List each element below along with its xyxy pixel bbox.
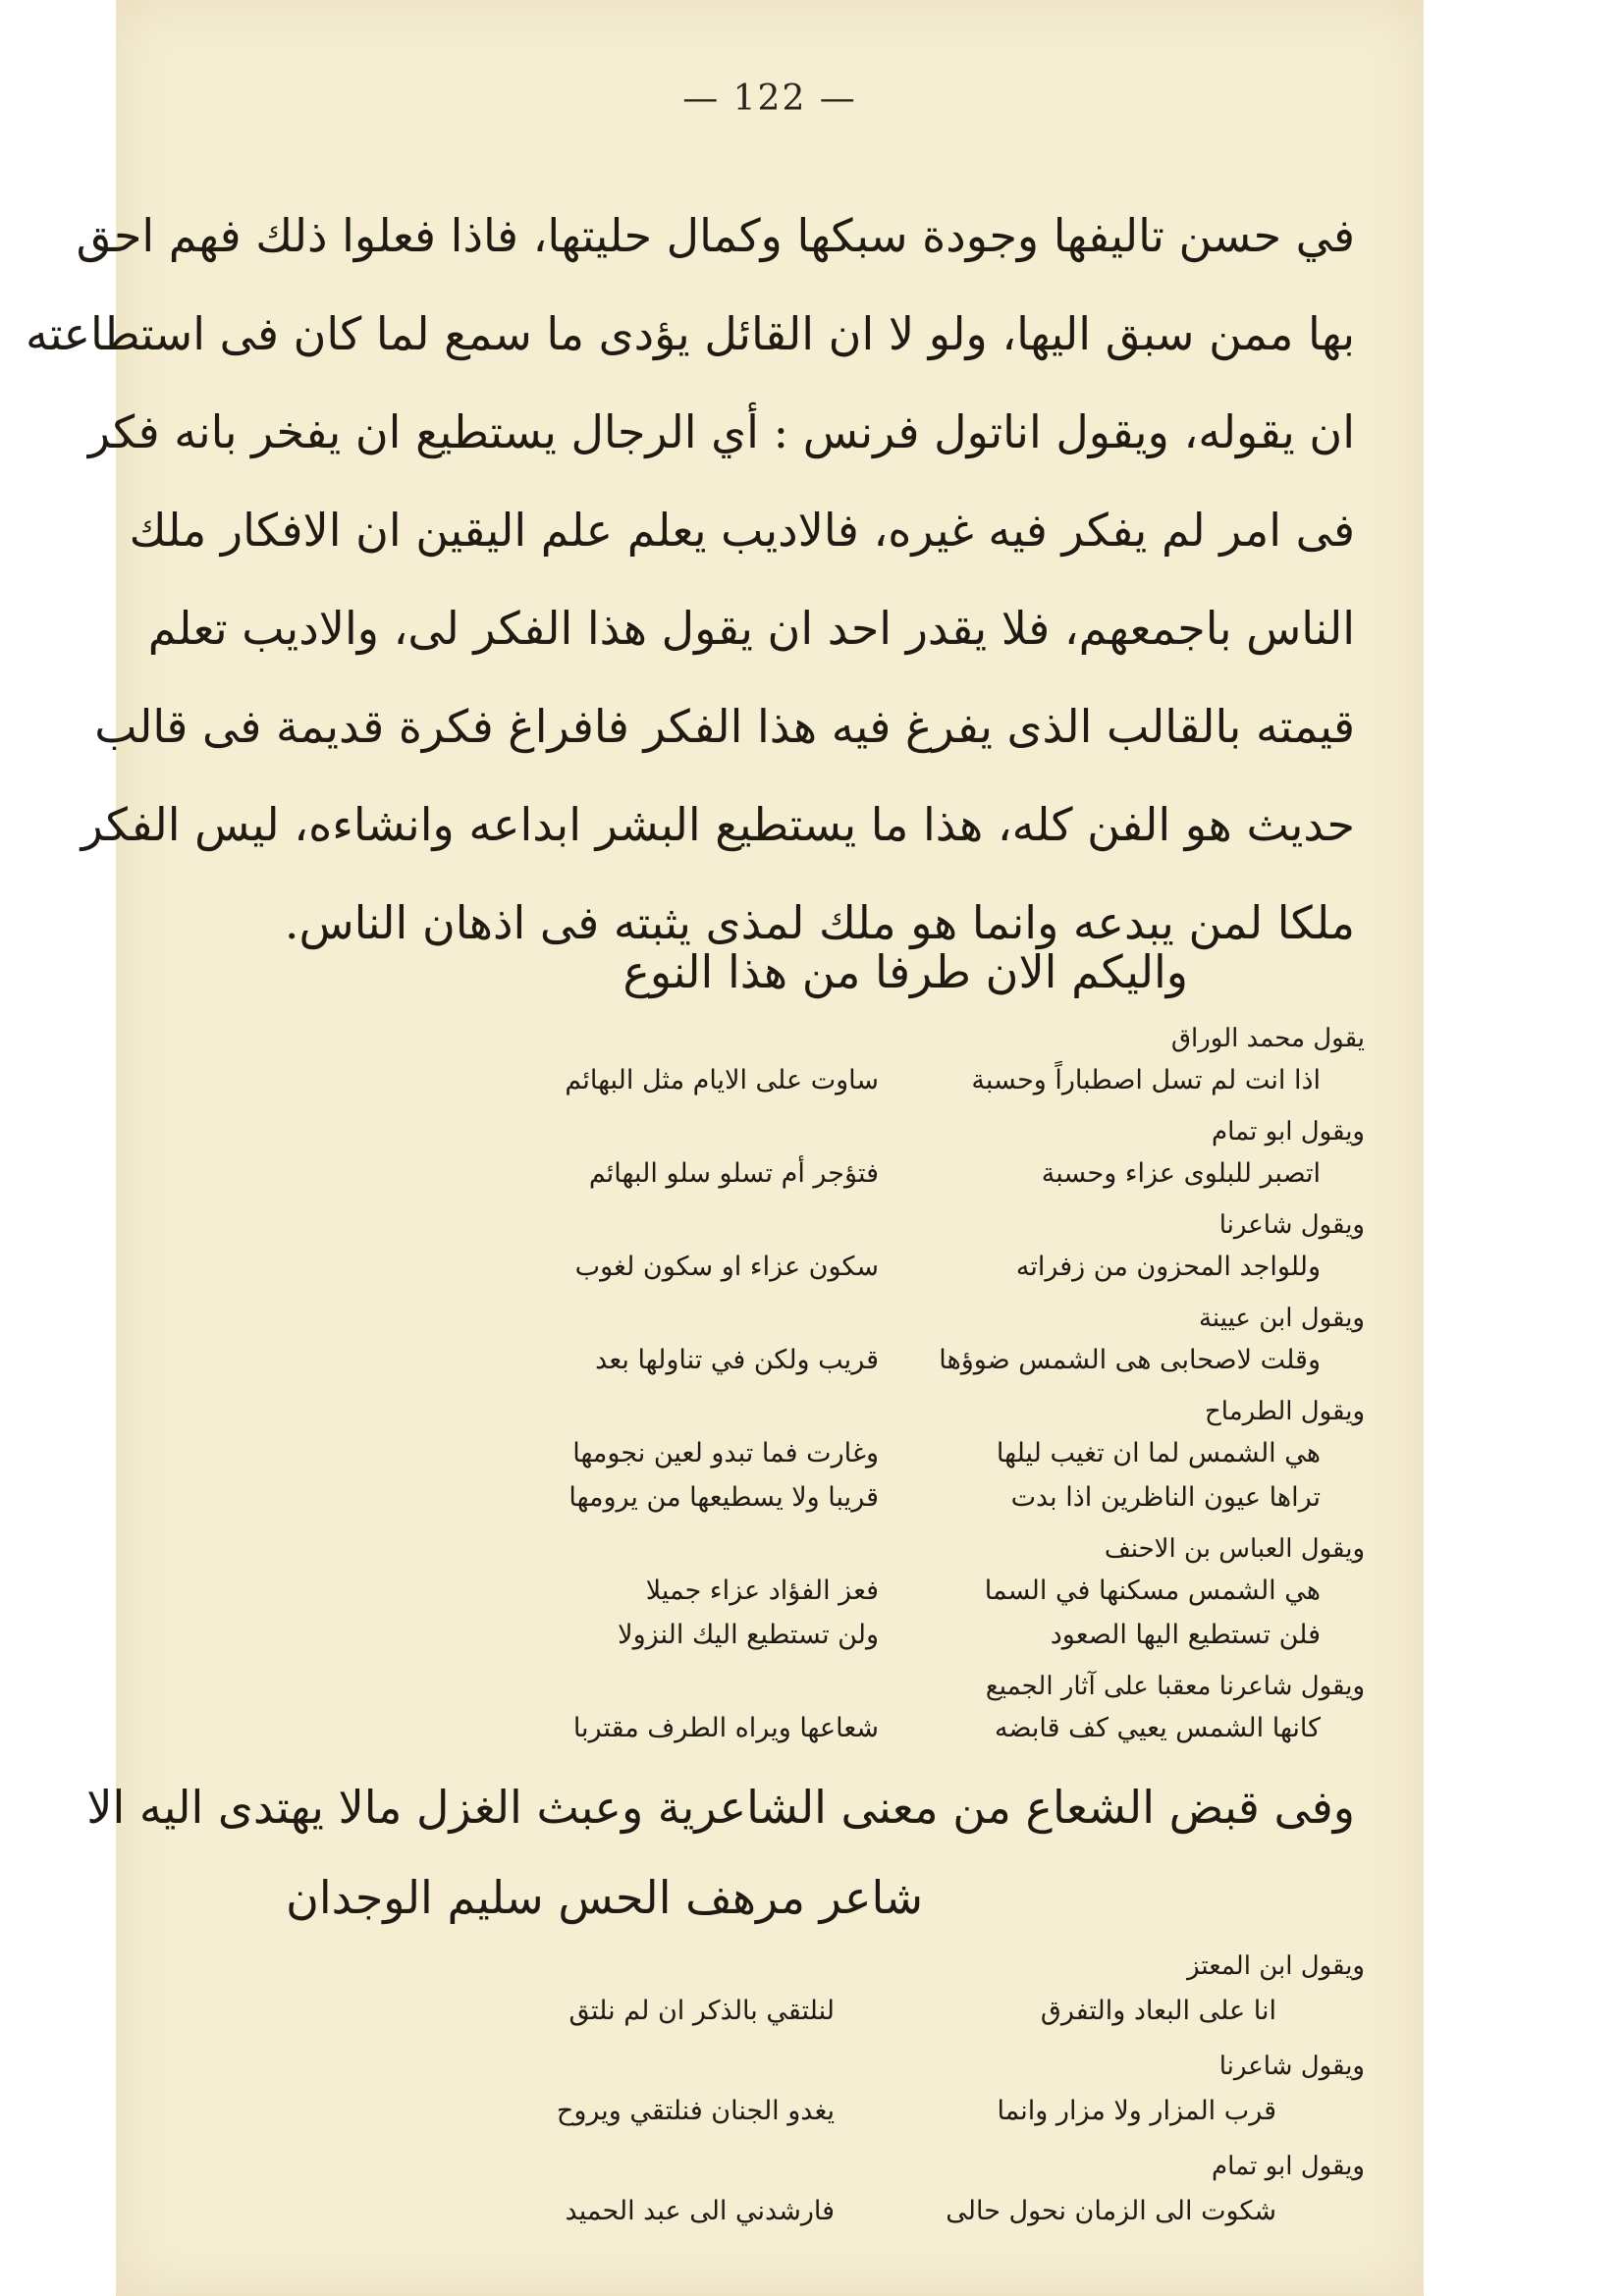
verse-second-hemistich: فعز الفؤاد عزاء جميلا bbox=[645, 1575, 879, 1606]
verse-first-hemistich: كانها الشمس يعيي كف قابضه bbox=[995, 1713, 1321, 1743]
poem-attribution: ويقول ابو تمام bbox=[1212, 1117, 1365, 1147]
poem-quote bbox=[194, 1019, 1365, 1102]
poem-attribution: ويقول شاعرنا معقبا على آثار الجميع bbox=[985, 1672, 1365, 1701]
poetry-section bbox=[194, 1019, 1365, 1760]
poem-quote bbox=[194, 2147, 1365, 2237]
verse-line bbox=[194, 1569, 1365, 1613]
verse-second-hemistich: قريبا ولا يسطيعها من يرومها bbox=[568, 1482, 879, 1513]
verse-first-hemistich: هي الشمس مسكنها في السما bbox=[984, 1575, 1321, 1606]
verse-line bbox=[194, 1151, 1365, 1196]
poem-quote bbox=[194, 1205, 1365, 1289]
poem-quote bbox=[194, 1529, 1365, 1657]
verse-line bbox=[194, 1058, 1365, 1102]
verse-first-hemistich: شكوت الى الزمان نحول حالى bbox=[946, 2196, 1276, 2226]
verse-line bbox=[194, 1613, 1365, 1657]
main-paragraph bbox=[26, 187, 1355, 972]
poem-attribution: ويقول العباس بن الاحنف bbox=[1104, 1534, 1365, 1564]
poem-attribution: ويقول ابن عيينة bbox=[1198, 1304, 1365, 1333]
intro-line: واليكم الان طرفا من هذا النوع bbox=[622, 945, 1188, 998]
verse-first-hemistich: اتصبر للبلوى عزاء وحسبة bbox=[1041, 1158, 1321, 1189]
verse-line bbox=[194, 1475, 1365, 1520]
verse-first-hemistich: هي الشمس لما ان تغيب ليلها bbox=[996, 1438, 1321, 1468]
paragraph-line: وفى قبض الشعاع من معنى الشاعرية وعبث الغزل مالا يهتدى اليه الا bbox=[86, 1781, 1355, 1834]
poem-attribution: ويقول ابو تمام bbox=[1212, 2152, 1365, 2181]
verse-line bbox=[194, 1986, 1365, 2037]
poem-attribution: ويقول شاعرنا bbox=[1218, 2052, 1365, 2081]
poem-attribution: ويقول ابن المعتز bbox=[1187, 1951, 1365, 1981]
verse-line bbox=[194, 2186, 1365, 2237]
poem-quote bbox=[194, 1112, 1365, 1196]
verse-second-hemistich: فارشدني الى عبد الحميد bbox=[565, 2196, 835, 2226]
verse-first-hemistich: انا على البعاد والتفرق bbox=[1040, 1996, 1276, 2026]
paragraph-line: شاعر مرهف الحس سليم الوجدان bbox=[286, 1871, 923, 1924]
verse-second-hemistich: شعاعها ويراه الطرف مقتربا bbox=[572, 1713, 879, 1743]
verse-first-hemistich: قرب المزار ولا مزار وانما bbox=[997, 2096, 1276, 2126]
poem-quote bbox=[194, 1392, 1365, 1520]
verse-second-hemistich: وغارت فما تبدو لعين نجومها bbox=[572, 1438, 879, 1468]
verse-second-hemistich: ساوت على الايام مثل البهائم bbox=[565, 1065, 879, 1095]
poetry-section-2 bbox=[194, 1947, 1365, 2247]
paragraph-line: ملكا لمن يبدعه وانما هو ملك لمذى يثبته فى اذهان الناس. bbox=[284, 896, 1355, 949]
poem-quote bbox=[194, 2047, 1365, 2137]
paragraph-line: بها ممن سبق اليها، ولو لا ان القائل يؤدى ما سمع لما كان فى استطاعته bbox=[26, 307, 1355, 360]
verse-second-hemistich: ولن تستطيع اليك النزولا bbox=[618, 1620, 879, 1650]
mid-paragraph bbox=[86, 1762, 1355, 1943]
verse-first-hemistich: وللواجد المحزون من زفراته bbox=[1015, 1252, 1321, 1282]
verse-line bbox=[194, 2086, 1365, 2137]
verse-second-hemistich: سكون عزاء او سكون لغوب bbox=[574, 1252, 879, 1282]
paragraph-line: حديث هو الفن كله، هذا ما يستطيع البشر ابداعه وانشاءه، ليس الفكر bbox=[81, 798, 1355, 851]
verse-first-hemistich: فلن تستطيع اليها الصعود bbox=[1050, 1620, 1321, 1650]
verse-line bbox=[194, 1245, 1365, 1289]
paragraph-line: قيمته بالقالب الذى يفرغ فيه هذا الفكر فافراغ فكرة قديمة فى قالب bbox=[94, 700, 1355, 753]
book-page bbox=[26, 0, 1424, 2296]
verse-second-hemistich: يغدو الجنان فنلتقي ويروح bbox=[556, 2096, 835, 2126]
poem-attribution: ويقول الطرماح bbox=[1205, 1397, 1365, 1426]
paragraph-line: ان يقوله، ويقول اناتول فرنس : أي الرجال يستطيع ان يفخر بانه فكر bbox=[87, 405, 1355, 458]
page-number: — 122 — bbox=[682, 79, 857, 119]
poem-attribution: ويقول شاعرنا bbox=[1218, 1210, 1365, 1240]
paragraph-line: الناس باجمعهم، فلا يقدر احد ان يقول هذا الفكر لى، والاديب تعلم bbox=[147, 602, 1355, 655]
verse-first-hemistich: اذا انت لم تسل اصطباراً وحسبة bbox=[971, 1065, 1321, 1095]
poem-quote bbox=[194, 1947, 1365, 2037]
verse-first-hemistich: تراها عيون الناظرين اذا بدت bbox=[1010, 1482, 1321, 1513]
verse-first-hemistich: وقلت لاصحابى هى الشمس ضوؤها bbox=[939, 1345, 1321, 1375]
poem-quote bbox=[194, 1299, 1365, 1382]
paragraph-line: فى امر لم يفكر فيه غيره، فالاديب يعلم علم اليقين ان الافكار ملك bbox=[129, 504, 1355, 557]
paragraph-line: في حسن تاليفها وجودة سبكها وكمال حليتها، فاذا فعلوا ذلك فهم احق bbox=[76, 209, 1355, 262]
verse-line bbox=[194, 1338, 1365, 1382]
verse-second-hemistich: لنلتقي بالذكر ان لم نلتق bbox=[568, 1996, 835, 2026]
poem-quote bbox=[194, 1667, 1365, 1750]
poem-attribution: يقول محمد الوراق bbox=[1170, 1024, 1365, 1053]
verse-second-hemistich: فتؤجر أم تسلو سلو البهائم bbox=[588, 1158, 879, 1189]
verse-line bbox=[194, 1431, 1365, 1475]
verse-second-hemistich: قريب ولكن في تناولها بعد bbox=[595, 1345, 879, 1375]
verse-line bbox=[194, 1706, 1365, 1750]
